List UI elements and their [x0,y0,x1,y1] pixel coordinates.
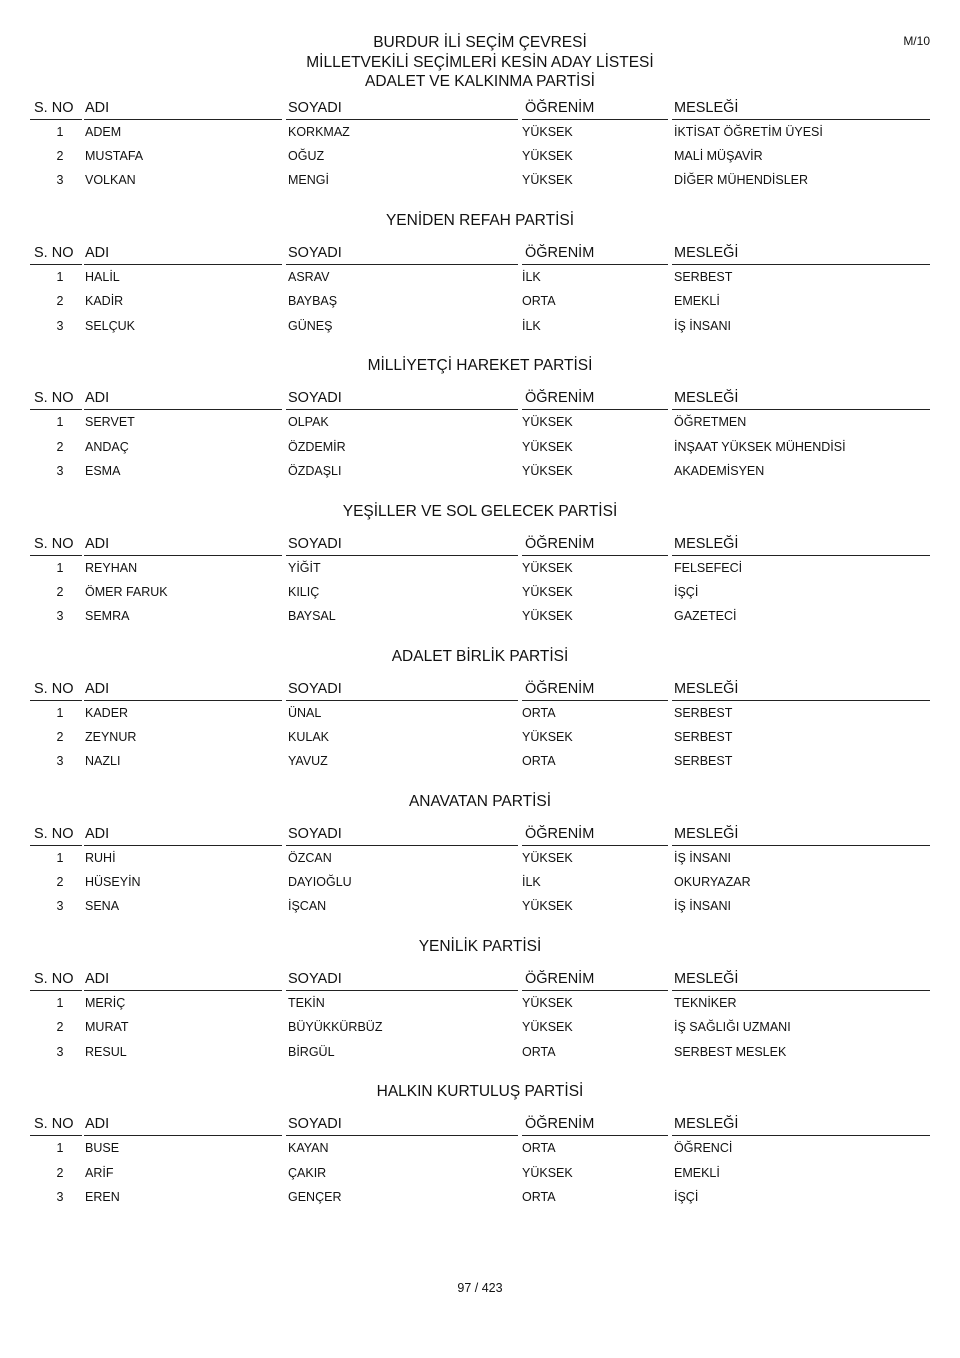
cell-no: 1 [56,560,64,575]
table-row [30,120,930,144]
cell-adi: MERİÇ [85,996,126,1011]
cell-ogrenim: YÜKSEK [522,1165,573,1180]
column-header-ogrenim: ÖĞRENİM [525,680,595,697]
cell-adi: HALİL [85,270,120,285]
cell-adi: BUSE [85,1141,120,1156]
column-header-no: S. NO [34,680,74,697]
cell-no: 3 [56,173,64,188]
column-header-adi: ADI [85,826,110,842]
column-header-soyadi: SOYADI [288,1116,342,1133]
cell-no: 3 [56,1189,64,1204]
table-header [30,241,930,265]
cell-adi: ZEYNUR [85,730,137,744]
cell-ogrenim: YÜKSEK [522,125,573,139]
party-title: HALKIN KURTULUŞ PARTİSİ [376,1083,584,1101]
cell-adi: NAZLI [85,754,121,769]
cell-adi: ARİF [85,1165,114,1180]
cell-meslegi: İKTİSAT ÖĞRETİM ÜYESİ [674,125,823,139]
party-title: YENİLİK PARTİSİ [418,938,542,956]
column-header-ogrenim: ÖĞRENİM [525,390,595,407]
table-row [30,265,930,289]
table-row [30,701,930,725]
cell-no: 1 [56,851,64,865]
column-header-soyadi: SOYADI [288,680,342,697]
column-header-no: S. NO [34,826,74,842]
table-row [30,749,930,773]
table-row [30,1161,930,1185]
table-row [30,1040,930,1064]
cell-ogrenim: YÜKSEK [522,584,573,599]
table-row [30,1015,930,1039]
cell-soyadi: ÖZDEMİR [288,439,346,454]
cell-meslegi: GAZETECİ [674,609,737,623]
column-header-adi: ADI [85,100,110,116]
column-header-meslegi: MESLEĞİ [674,390,739,407]
column-header-adi: ADI [85,971,110,988]
cell-ogrenim: ORTA [522,1044,556,1059]
cell-no: 2 [56,1165,64,1180]
table-header [30,967,930,991]
cell-ogrenim: YÜKSEK [522,463,573,478]
cell-no: 3 [56,609,64,623]
column-header-ogrenim: ÖĞRENİM [525,100,595,116]
cell-meslegi: TEKNİKER [674,996,737,1011]
cell-meslegi: SERBEST [674,705,733,720]
cell-adi: SENA [85,899,120,914]
table-row [30,846,930,870]
cell-soyadi: GENÇER [288,1189,342,1204]
table-row [30,725,930,749]
cell-adi: ADEM [85,125,122,139]
cell-soyadi: ASRAV [288,270,330,285]
column-header-ogrenim: ÖĞRENİM [525,245,595,262]
cell-meslegi: İŞ SAĞLIĞI UZMANI [674,1020,791,1035]
cell-soyadi: GÜNEŞ [288,318,333,333]
table-header [30,677,930,701]
cell-meslegi: SERBEST [674,754,733,769]
party-title: YEŞİLLER VE SOL GELECEK PARTİSİ [342,502,618,520]
cell-meslegi: EMEKLİ [674,294,720,309]
cell-meslegi: OKURYAZAR [674,875,751,890]
cell-soyadi: BİRGÜL [288,1044,335,1059]
cell-no: 2 [56,149,64,164]
cell-no: 3 [56,463,64,478]
cell-ogrenim: ORTA [522,1189,556,1204]
table-row [30,410,930,434]
cell-meslegi: SERBEST MESLEK [674,1044,787,1059]
cell-soyadi: YİĞİT [288,560,321,575]
cell-soyadi: İŞCAN [288,899,327,914]
cell-soyadi: ÖZCAN [288,851,332,865]
cell-soyadi: DAYIOĞLU [288,875,352,890]
cell-ogrenim: İLK [522,318,541,333]
table-row [30,1185,930,1209]
cell-soyadi: KAYAN [288,1141,329,1156]
column-header-soyadi: SOYADI [288,245,342,262]
cell-soyadi: KULAK [288,730,329,744]
cell-ogrenim: YÜKSEK [522,439,573,454]
column-header-meslegi: MESLEĞİ [674,971,739,988]
cell-ogrenim: YÜKSEK [522,899,573,914]
header-line-2: MİLLETVEKİLİ SEÇİMLERİ KESİN ADAY LİSTESİ [306,53,654,71]
column-header-meslegi: MESLEĞİ [674,100,739,116]
cell-no: 3 [56,754,64,769]
cell-ogrenim: ORTA [522,705,556,720]
cell-no: 2 [56,1020,64,1035]
cell-adi: SERVET [85,415,135,430]
cell-meslegi: ÖĞRENCİ [674,1141,733,1156]
cell-ogrenim: YÜKSEK [522,996,573,1011]
cell-no: 3 [56,1044,64,1059]
cell-adi: REYHAN [85,560,138,575]
party-title: YENİDEN REFAH PARTİSİ [385,212,575,230]
cell-ogrenim: YÜKSEK [522,415,573,430]
cell-meslegi: SERBEST [674,730,733,744]
cell-meslegi: MALİ MÜŞAVİR [674,149,763,164]
cell-meslegi: SERBEST [674,270,733,285]
cell-soyadi: BAYSAL [288,609,336,623]
cell-meslegi: ÖĞRETMEN [674,415,747,430]
table-header [30,96,930,120]
cell-adi: EREN [85,1189,120,1204]
column-header-no: S. NO [34,535,74,552]
cell-ogrenim: YÜKSEK [522,851,573,865]
cell-meslegi: İŞ İNSANI [674,318,731,333]
cell-meslegi: İŞÇİ [674,584,699,599]
cell-ogrenim: YÜKSEK [522,560,573,575]
table-row [30,168,930,192]
cell-no: 3 [56,318,64,333]
cell-soyadi: YAVUZ [288,754,328,769]
cell-soyadi: OĞUZ [288,149,325,164]
column-header-meslegi: MESLEĞİ [674,826,739,842]
cell-no: 3 [56,899,64,914]
column-header-adi: ADI [85,535,110,552]
header-line-3: ADALET VE KALKINMA PARTİSİ [364,73,595,90]
cell-ogrenim: YÜKSEK [522,149,573,164]
cell-soyadi: TEKİN [288,996,325,1011]
cell-meslegi: İŞ İNSANI [674,899,731,914]
cell-soyadi: ÜNAL [288,705,322,720]
cell-adi: VOLKAN [85,173,136,188]
cell-meslegi: İŞ İNSANI [674,851,731,865]
cell-soyadi: ÖZDAŞLI [288,463,342,478]
cell-ogrenim: YÜKSEK [522,730,573,744]
cell-adi: MURAT [85,1020,129,1035]
party-title: MİLLİYETÇİ HAREKET PARTİSİ [367,357,593,375]
cell-no: 2 [56,584,64,599]
cell-adi: SEMRA [85,609,130,623]
cell-no: 2 [56,439,64,454]
column-header-adi: ADI [85,390,110,407]
cell-soyadi: OLPAK [288,415,329,430]
cell-no: 2 [56,294,64,309]
cell-meslegi: AKADEMİSYEN [674,463,765,478]
cell-adi: KADİR [85,294,124,309]
table-row [30,556,930,580]
cell-meslegi: EMEKLİ [674,1165,720,1180]
cell-ogrenim: YÜKSEK [522,1020,573,1035]
cell-adi: RESUL [85,1044,127,1059]
column-header-adi: ADI [85,680,110,697]
party-title: ADALET BİRLİK PARTİSİ [391,647,569,665]
column-header-soyadi: SOYADI [288,826,342,842]
table-row [30,604,930,628]
table-header [30,822,930,846]
cell-meslegi: İNŞAAT YÜKSEK MÜHENDİSİ [674,439,846,454]
column-header-meslegi: MESLEĞİ [674,680,739,697]
table-row [30,289,930,313]
cell-meslegi: İŞÇİ [674,1189,699,1204]
table-row [30,144,930,168]
cell-ogrenim: ORTA [522,1141,556,1156]
cell-meslegi: FELSEFECİ [674,560,743,575]
cell-adi: HÜSEYİN [85,875,141,890]
column-header-soyadi: SOYADI [288,390,342,407]
cell-adi: ESMA [85,463,121,478]
cell-ogrenim: ORTA [522,754,556,769]
table-row [30,991,930,1015]
cell-ogrenim: YÜKSEK [522,609,573,623]
table-row [30,314,930,338]
cell-soyadi: BAYBAŞ [288,294,338,309]
cell-soyadi: ÇAKIR [288,1165,327,1180]
table-header [30,1112,930,1136]
cell-no: 2 [56,730,64,744]
document-header [0,33,960,92]
cell-soyadi: KORKMAZ [288,125,350,139]
cell-meslegi: DİĞER MÜHENDİSLER [674,173,809,188]
cell-adi: ANDAÇ [85,439,129,454]
table-row [30,459,930,483]
column-header-no: S. NO [34,100,74,116]
cell-no: 1 [56,125,64,139]
column-header-soyadi: SOYADI [288,100,342,116]
table-row [30,1136,930,1160]
table-row [30,870,930,894]
party-title: ANAVATAN PARTİSİ [408,793,552,810]
column-header-no: S. NO [34,245,74,262]
table-header [30,386,930,410]
column-header-ogrenim: ÖĞRENİM [525,535,595,552]
cell-soyadi: MENGİ [288,173,329,188]
cell-no: 1 [56,270,64,285]
cell-ogrenim: İLK [522,875,541,890]
cell-soyadi: BÜYÜKKÜRBÜZ [288,1020,383,1035]
cell-adi: MUSTAFA [85,149,144,164]
cell-no: 1 [56,996,64,1011]
page-number: 97 / 423 [457,1281,503,1295]
cell-adi: ÖMER FARUK [85,584,168,599]
column-header-soyadi: SOYADI [288,971,342,988]
column-header-adi: ADI [85,1116,110,1133]
cell-soyadi: KILIÇ [288,584,320,599]
column-header-soyadi: SOYADI [288,535,342,552]
table-header [30,532,930,556]
header-line-1: BURDUR İLİ SEÇİM ÇEVRESİ [373,34,587,51]
column-header-no: S. NO [34,1116,74,1133]
column-header-meslegi: MESLEĞİ [674,535,739,552]
cell-no: 1 [56,705,64,720]
cell-ogrenim: ORTA [522,294,556,309]
column-header-ogrenim: ÖĞRENİM [525,971,595,988]
cell-adi: RUHİ [85,851,116,865]
cell-adi: KADER [85,705,129,720]
column-header-adi: ADI [85,245,110,262]
table-row [30,580,930,604]
page-code: M/10 [903,34,930,48]
column-header-ogrenim: ÖĞRENİM [525,1116,595,1133]
table-row [30,435,930,459]
column-header-meslegi: MESLEĞİ [674,245,739,262]
column-header-meslegi: MESLEĞİ [674,1116,739,1133]
column-header-ogrenim: ÖĞRENİM [525,826,595,842]
cell-ogrenim: İLK [522,270,541,285]
cell-adi: SELÇUK [85,318,136,333]
table-row [30,894,930,918]
cell-ogrenim: YÜKSEK [522,173,573,188]
column-header-no: S. NO [34,390,74,407]
column-header-no: S. NO [34,971,74,988]
cell-no: 1 [56,1141,64,1156]
cell-no: 2 [56,875,64,890]
cell-no: 1 [56,415,64,430]
